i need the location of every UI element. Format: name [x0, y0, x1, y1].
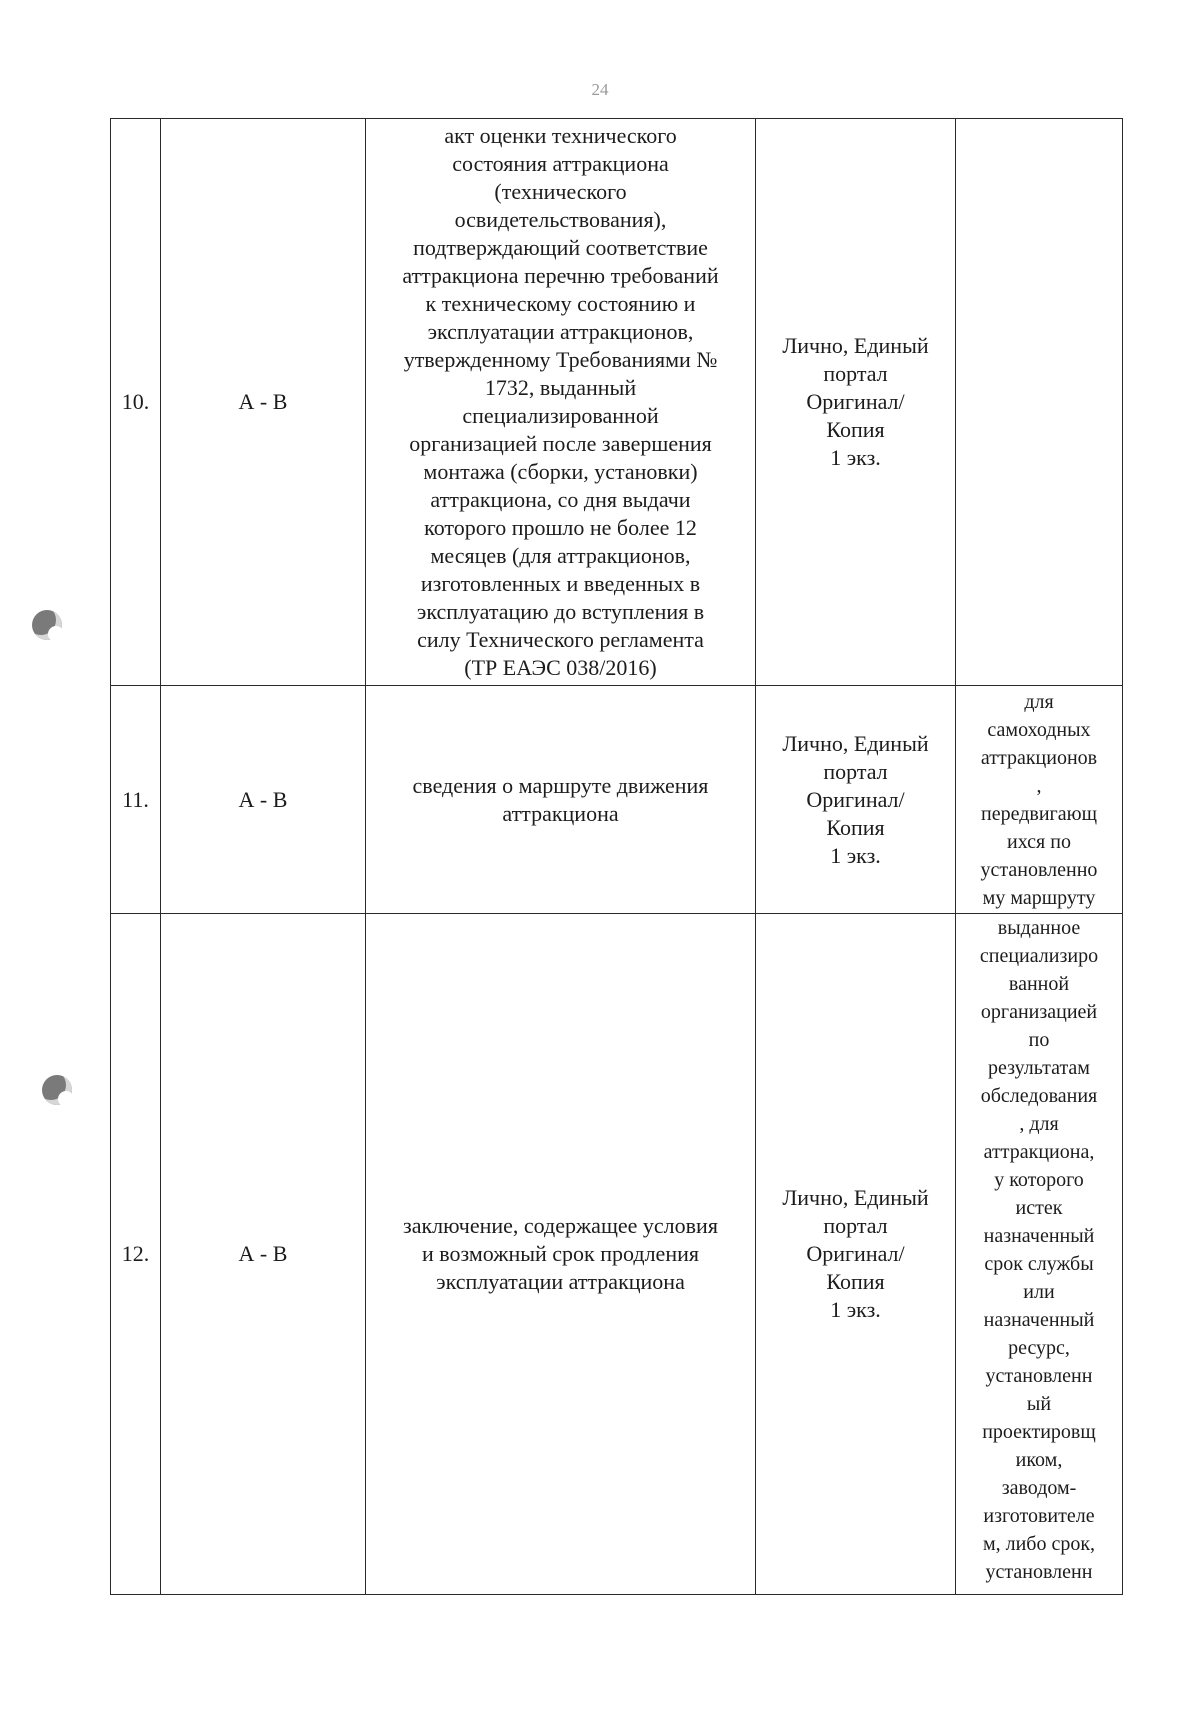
submission-form: Лично, Единый портал Оригинал/ Копия 1 экз. — [756, 686, 956, 914]
punch-hole-mark — [32, 610, 62, 640]
table-row — [111, 686, 1123, 914]
note-cell: для самоходных аттракционов , передвигающ ихся по установленно му маршруту — [956, 686, 1123, 914]
submission-form: Лично, Единый портал Оригинал/ Копия 1 экз. — [756, 119, 956, 686]
note-cell: выданное специализиро ванной организацией по результатам обследования , для аттракциона, у которого истек назначенный срок службы или назначенный ресурс, установленн ый проектировщ иком, заводом- изготовителе м, либо срок, установленн — [956, 914, 1123, 1595]
row-number: 11. — [111, 686, 161, 914]
document-description: акт оценки технического состояния аттракциона (технического освидетельствования), подтверждающий соответствие аттракциона перечню требований к техническому состоянию и эксплуатации аттракционов, утвержденному Требованиями № 1732, выданный специализированной организацией после завершения монтажа (сборки, установки) аттракциона, со дня выдачи которого прошло не более 12 месяцев (для аттракционов, изготовленных и введенных в эксплуатацию до вступления в силу Технического регламента (ТР ЕАЭС 038/2016) — [366, 119, 756, 686]
table-row — [111, 119, 1123, 686]
stage-code: А - В — [161, 119, 366, 686]
documents-table — [110, 118, 1123, 1595]
note-cell — [956, 119, 1123, 686]
punch-hole-mark — [42, 1075, 72, 1105]
stage-code: А - В — [161, 686, 366, 914]
page-number: 24 — [591, 80, 609, 99]
document-description: заключение, содержащее условия и возможный срок продления эксплуатации аттракциона — [366, 914, 756, 1595]
row-number: 10. — [111, 119, 161, 686]
stage-code: А - В — [161, 914, 366, 1595]
submission-form: Лично, Единый портал Оригинал/ Копия 1 экз. — [756, 914, 956, 1595]
table-row — [111, 914, 1123, 1595]
row-number: 12. — [111, 914, 161, 1595]
document-description: сведения о маршруте движения аттракциона — [366, 686, 756, 914]
